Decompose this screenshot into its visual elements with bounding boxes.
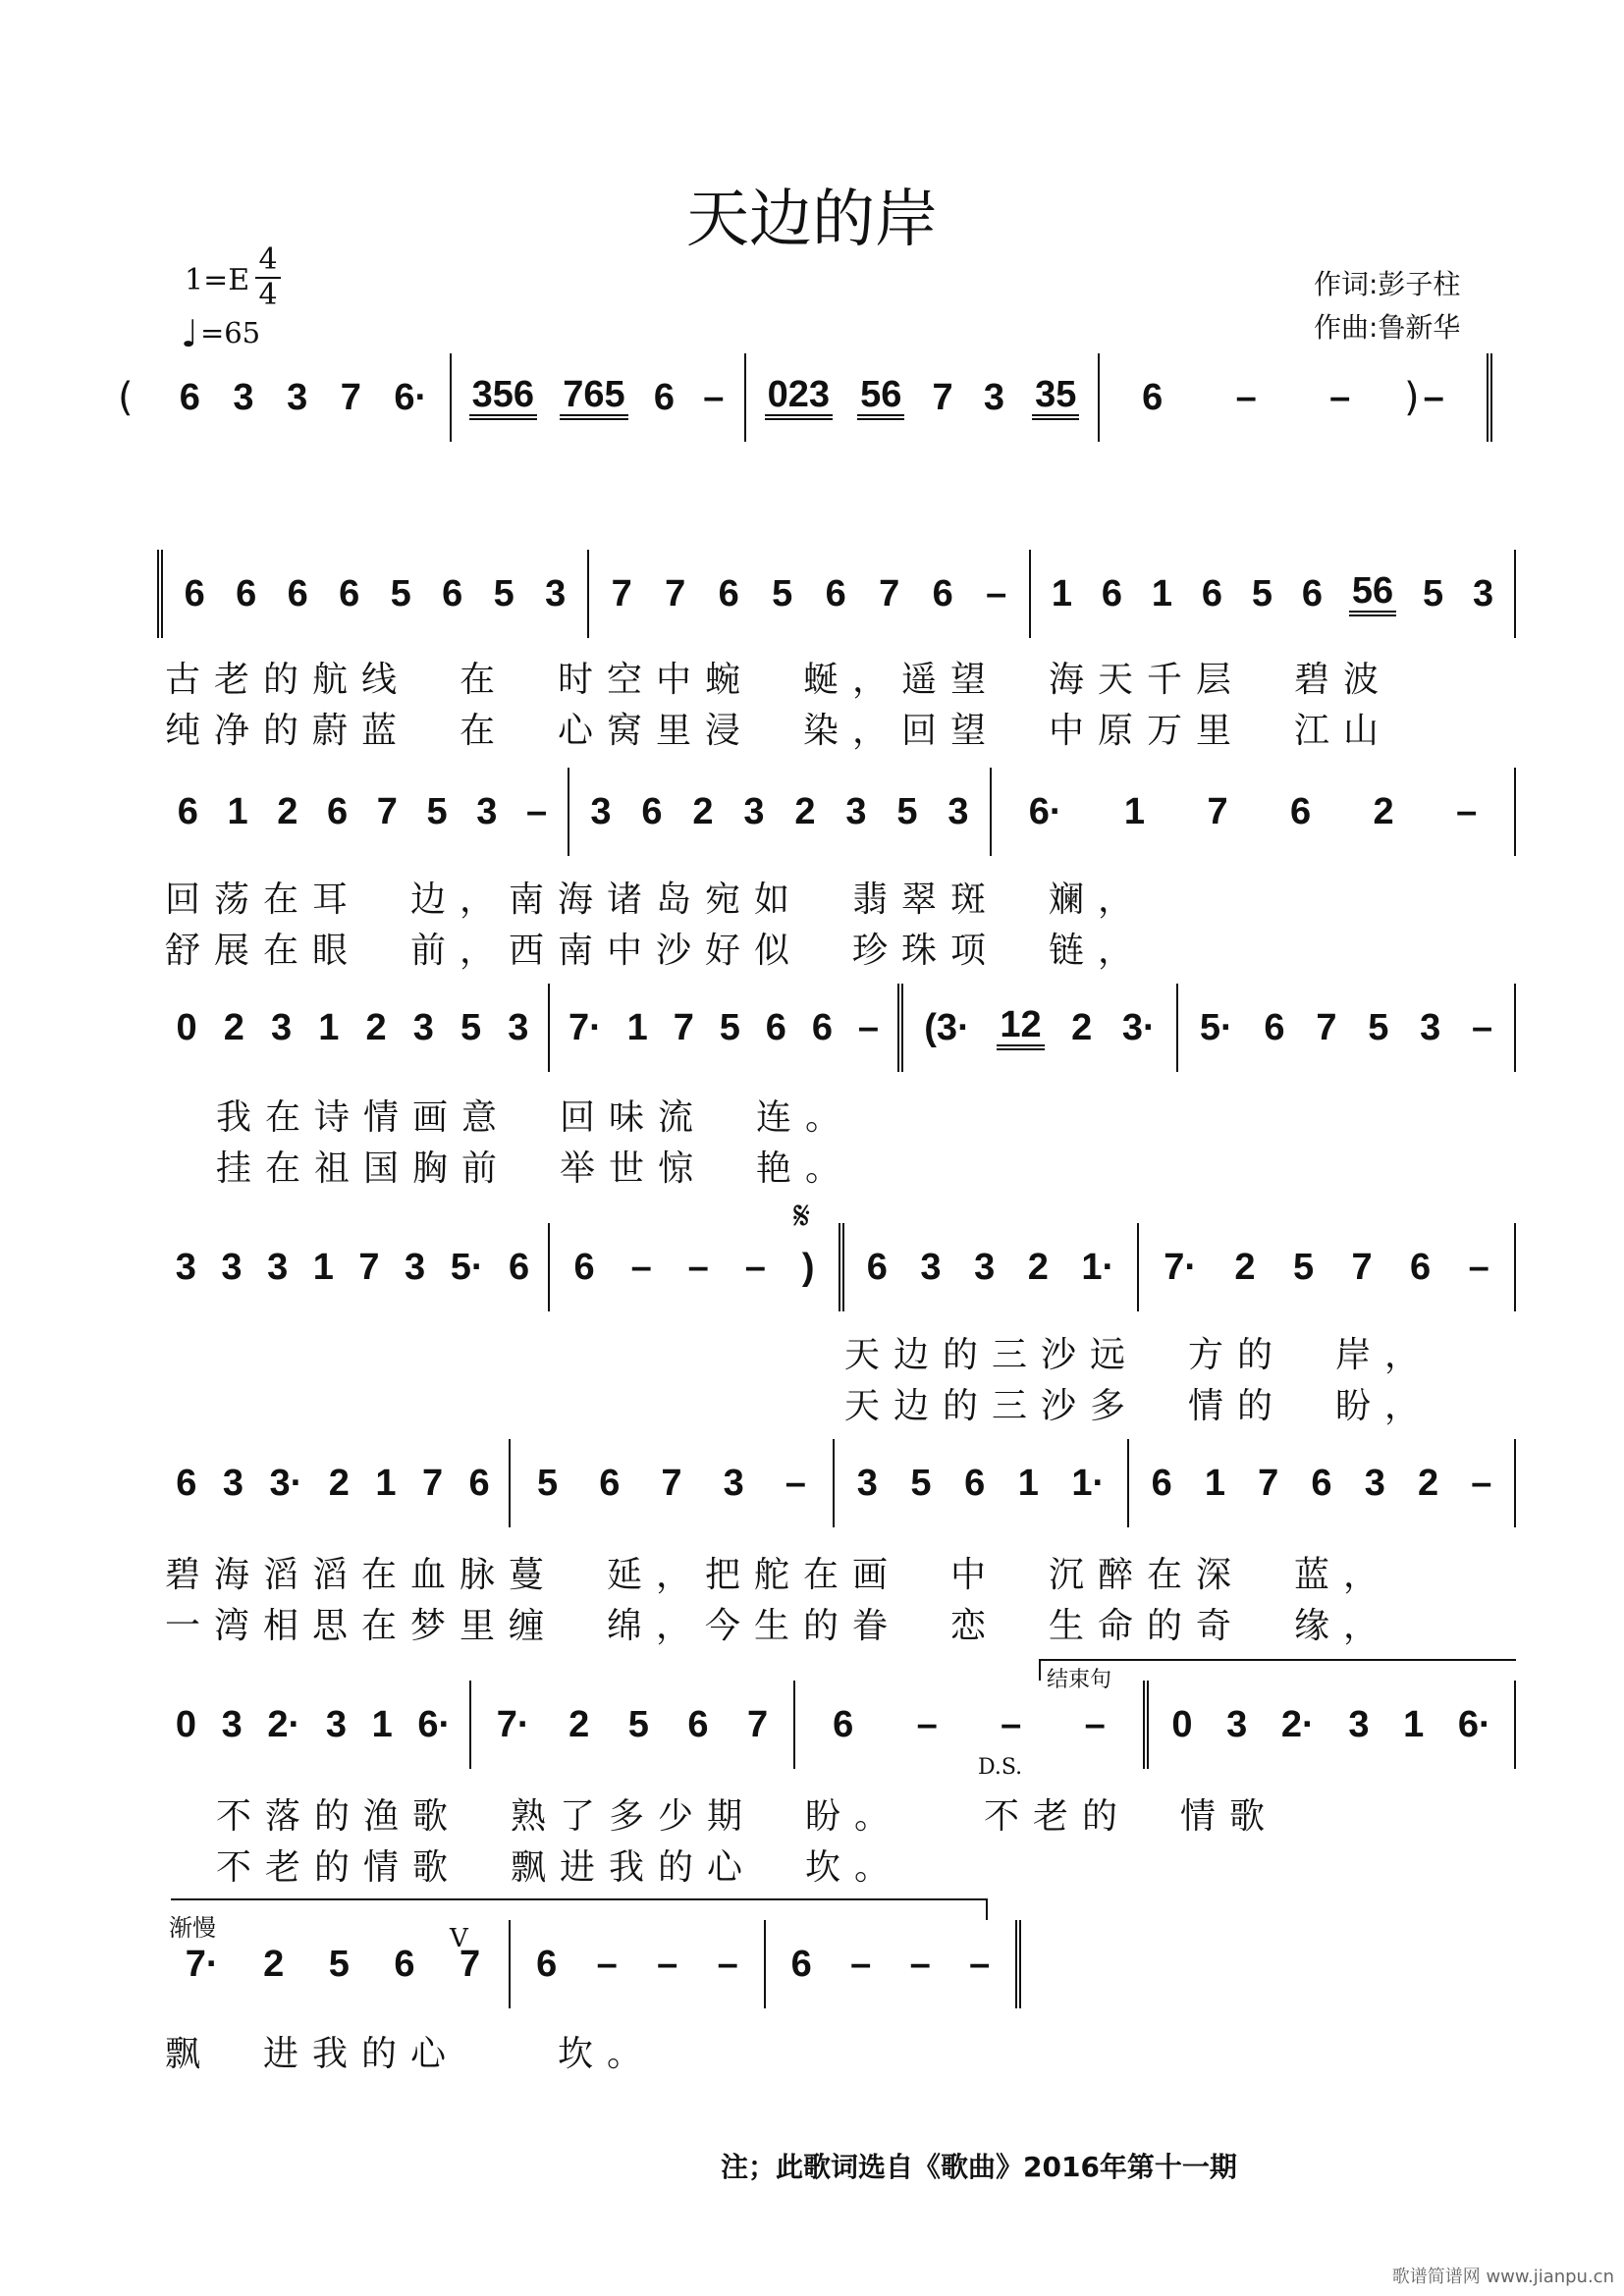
- intro-measure-4: [1100, 353, 1492, 442]
- line4-measure-3: [844, 1223, 1139, 1311]
- note: 7: [1258, 1463, 1279, 1504]
- ritardando-mark: 渐慢: [169, 1914, 216, 1942]
- note: 6: [1142, 377, 1164, 418]
- note: 6: [179, 377, 200, 418]
- music-line-6: [157, 1681, 1516, 1769]
- note: 2: [1417, 1463, 1439, 1504]
- credits: [1314, 263, 1460, 349]
- note: 2: [1373, 791, 1394, 832]
- music-line-4: [157, 1223, 1516, 1311]
- line4-measure-2: [550, 1223, 844, 1311]
- note: 0: [175, 1704, 196, 1745]
- note: 6: [765, 1007, 786, 1048]
- note: –: [596, 1944, 618, 1985]
- note: 3: [1348, 1704, 1370, 1745]
- note: 1: [227, 791, 248, 832]
- note: 7: [747, 1704, 769, 1745]
- note: 356: [469, 375, 537, 420]
- line6-measure-2: [471, 1681, 795, 1769]
- note: 6: [327, 791, 349, 832]
- line5-measure-1: [157, 1439, 511, 1527]
- note: –: [1001, 1704, 1022, 1745]
- note: 6: [687, 1704, 709, 1745]
- line6-measure-1: [157, 1681, 471, 1769]
- line1-measure-2: [589, 550, 1031, 638]
- intro-measure-3: [746, 353, 1100, 442]
- note: 6: [442, 573, 463, 614]
- note: 2: [568, 1704, 590, 1745]
- note: 3: [545, 573, 567, 614]
- note: 3: [743, 791, 765, 832]
- note: 1: [1123, 791, 1146, 832]
- music-line-2: [157, 768, 1516, 856]
- note: 6: [394, 1944, 415, 1985]
- line7-measure-1: [157, 1920, 511, 2008]
- note: 5: [426, 791, 448, 832]
- note: –: [785, 1463, 806, 1504]
- line5-measures: [157, 1439, 1516, 1527]
- line6-measures: [157, 1681, 1516, 1769]
- time-bottom: 4: [258, 278, 278, 312]
- note: 2: [1027, 1247, 1049, 1288]
- note: –: [1084, 1704, 1106, 1745]
- note: 7·: [185, 1944, 219, 1985]
- note: 5: [772, 573, 793, 614]
- note: 2: [1234, 1247, 1256, 1288]
- line7-measures: [157, 1920, 1021, 2008]
- note: 6: [236, 573, 257, 614]
- note: 6·: [417, 1704, 452, 1745]
- line4-measure-4: [1139, 1223, 1516, 1311]
- line7-lyric-1: 飘 进我的心 坎。: [165, 2034, 657, 2074]
- note: 3: [590, 791, 612, 832]
- note: 6: [287, 573, 308, 614]
- note: 1: [1017, 1463, 1039, 1504]
- note: 7: [932, 377, 953, 418]
- line6-measure-4: [1149, 1681, 1516, 1769]
- note: 2: [223, 1007, 244, 1048]
- note: 2: [277, 791, 298, 832]
- note: 1: [312, 1247, 334, 1288]
- note: 6: [790, 1944, 812, 1985]
- note: 6: [184, 573, 205, 614]
- note: 3: [1226, 1704, 1248, 1745]
- music-line-3: [157, 984, 1516, 1072]
- note: 6: [641, 791, 663, 832]
- note: 3: [947, 791, 969, 832]
- note: –: [1471, 1007, 1493, 1048]
- segno-icon: 𝄋: [793, 1194, 811, 1239]
- note: 1: [626, 1007, 648, 1048]
- note: –: [1423, 377, 1444, 418]
- note: 3: [175, 1247, 196, 1288]
- note: 3: [221, 1247, 243, 1288]
- note: –: [717, 1944, 738, 1985]
- note: 6: [1101, 573, 1123, 614]
- note: 6: [964, 1463, 986, 1504]
- music-line-1: [157, 550, 1516, 638]
- intro-close-paren: ): [1404, 375, 1420, 420]
- note: 7: [665, 573, 686, 614]
- note: 2: [365, 1007, 387, 1048]
- intro-open-paren: (: [118, 375, 134, 420]
- note: –: [850, 1944, 872, 1985]
- note: 6: [1311, 1463, 1332, 1504]
- note: 3: [222, 1463, 244, 1504]
- note: 7: [611, 573, 632, 614]
- line2-lyric-2: 舒展在眼 前，西南中沙好似 珍珠项 链，: [165, 931, 1148, 971]
- note: 5: [1368, 1007, 1389, 1048]
- line3-measures: [157, 984, 1516, 1072]
- line3-measure-3: [903, 984, 1178, 1072]
- line3-lyric-2: 挂在祖国胸前 举世惊 艳。: [216, 1148, 855, 1189]
- note: 6: [1201, 573, 1223, 614]
- note: 56: [1349, 571, 1396, 616]
- note: 3: [405, 1247, 426, 1288]
- line1-measure-1: [157, 550, 589, 638]
- line3-measure-1: [157, 984, 550, 1072]
- note: 1: [1051, 573, 1073, 614]
- note: 7: [879, 573, 900, 614]
- note: 7: [421, 1463, 444, 1504]
- line4-lyric-1: 天边的三沙远 方的 岸，: [844, 1335, 1435, 1375]
- line3-measure-2: [550, 984, 903, 1072]
- line6-measure-3: [795, 1681, 1149, 1769]
- note: 7: [661, 1463, 682, 1504]
- note: 5: [910, 1463, 932, 1504]
- note: 6: [718, 573, 739, 614]
- intro-measure-2: [452, 353, 746, 442]
- note: ): [801, 1247, 815, 1288]
- intro-measure-1: [157, 353, 452, 442]
- note: 3: [508, 1007, 529, 1048]
- note: 2: [263, 1944, 285, 1985]
- note: 3: [271, 1007, 293, 1048]
- watermark: 歌谱简谱网 www.jianpu.cn: [1391, 2267, 1614, 2287]
- note: 5: [896, 791, 918, 832]
- line1-measure-3: [1031, 550, 1516, 638]
- line7-measure-2: [511, 1920, 766, 2008]
- note: 3: [1472, 573, 1494, 614]
- line4-measures: [157, 1223, 1516, 1311]
- time-top: 4: [258, 242, 278, 277]
- note: 6: [177, 791, 198, 832]
- note: 7: [1316, 1007, 1337, 1048]
- tempo-value: =65: [199, 316, 261, 349]
- note: 0: [176, 1007, 197, 1048]
- line4-measure-1: [157, 1223, 550, 1311]
- note: –: [630, 1247, 652, 1288]
- note: 1: [371, 1704, 393, 1745]
- note: –: [1471, 1463, 1492, 1504]
- intro-measures: [157, 353, 1516, 442]
- note: 2: [794, 791, 816, 832]
- note: 3: [845, 791, 867, 832]
- note: 023: [765, 375, 833, 420]
- lyricist: 作词:彭子柱: [1314, 268, 1461, 300]
- note: 6: [932, 573, 953, 614]
- note: –: [986, 573, 1007, 614]
- note: 1: [375, 1463, 397, 1504]
- note: 5: [460, 1007, 482, 1048]
- line6-lyric-2: 不老的情歌 飘进我的心 坎。: [216, 1847, 904, 1888]
- footnote: 注；此歌词选自《歌曲》2016年第十一期: [721, 2151, 1237, 2183]
- note: 6·: [1457, 1704, 1491, 1745]
- note: 1·: [1081, 1247, 1115, 1288]
- ds-mark: D.S.: [978, 1755, 1023, 1780]
- note: 6: [811, 1007, 833, 1048]
- note: 5: [390, 573, 411, 614]
- time-signature: [253, 243, 283, 312]
- note: 6: [573, 1247, 595, 1288]
- note: 765: [560, 375, 627, 420]
- ending-label: 结束句: [1047, 1668, 1112, 1692]
- note: 5·: [1199, 1007, 1233, 1048]
- note: 3: [325, 1704, 347, 1745]
- note: –: [687, 1247, 709, 1288]
- note: 7: [358, 1247, 380, 1288]
- line2-lyric-1: 回荡在耳 边，南海诸岛宛如 翡翠斑 斓，: [165, 880, 1148, 920]
- note: –: [916, 1704, 938, 1745]
- note: 3: [983, 377, 1004, 418]
- note: 7: [1351, 1247, 1373, 1288]
- note: 5: [537, 1463, 559, 1504]
- note: 7·: [568, 1007, 602, 1048]
- music-line-7: [157, 1920, 1021, 2008]
- note: 6·: [394, 377, 428, 418]
- note: 3: [1364, 1463, 1385, 1504]
- note: 7: [340, 377, 361, 418]
- note: –: [657, 1944, 678, 1985]
- intro-line: [118, 353, 1516, 442]
- line5-measure-3: [835, 1439, 1129, 1527]
- line5-lyric-1: 碧海滔滔在血脉蔓 延，把舵在画 中 沉醉在深 蓝，: [165, 1555, 1393, 1595]
- note: 6: [866, 1247, 888, 1288]
- note: 3: [1420, 1007, 1441, 1048]
- note: 3: [723, 1463, 744, 1504]
- note: 5: [328, 1944, 350, 1985]
- note: 5: [627, 1704, 649, 1745]
- note: 35: [1032, 375, 1079, 420]
- note: 3: [221, 1704, 243, 1745]
- note: 1: [318, 1007, 340, 1048]
- line2-measures: [157, 768, 1516, 856]
- quarter-note-icon: ♩: [181, 312, 198, 355]
- note: 3: [974, 1247, 996, 1288]
- line7-measure-3: [766, 1920, 1021, 2008]
- note: 6: [833, 1704, 854, 1745]
- note: 6: [339, 573, 360, 614]
- note: 3·: [1121, 1007, 1156, 1048]
- note: 7·: [1164, 1247, 1197, 1288]
- note: 5: [1422, 573, 1444, 614]
- note: –: [857, 1007, 880, 1048]
- line5-lyric-2: 一湾相思在梦里缠 绵，今生的眷 恋 生命的奇 缘，: [165, 1606, 1393, 1646]
- note: 6: [1410, 1247, 1432, 1288]
- note: 3: [287, 377, 308, 418]
- note: 3: [233, 377, 254, 418]
- note: 3·: [269, 1463, 303, 1504]
- note: 2: [692, 791, 714, 832]
- note: 3: [412, 1007, 434, 1048]
- line4-lyric-2: 天边的三沙多 情的 盼，: [844, 1386, 1435, 1426]
- note: 6: [825, 573, 846, 614]
- note: 6: [536, 1944, 558, 1985]
- line2-measure-3: [992, 768, 1516, 856]
- note: (3·: [924, 1007, 970, 1048]
- note: 6: [1264, 1007, 1285, 1048]
- line1-lyric-2: 纯净的蔚蓝 在 心窝里浸 染，回望 中原万里 江山: [165, 711, 1393, 751]
- note: 3: [856, 1463, 878, 1504]
- note: 0: [1171, 1704, 1193, 1745]
- note: 6: [1301, 573, 1323, 614]
- line1-measures: [157, 550, 1516, 638]
- note: 6: [599, 1463, 621, 1504]
- note: 3: [267, 1247, 289, 1288]
- note: 7·: [496, 1704, 530, 1745]
- key-signature: 1=E: [185, 263, 250, 297]
- note: 6: [653, 377, 675, 418]
- note: 56: [857, 375, 904, 420]
- tempo-mark: [181, 312, 260, 355]
- note: 6: [1290, 791, 1312, 832]
- note: –: [1468, 1247, 1489, 1288]
- note: 6: [1151, 1463, 1172, 1504]
- note: –: [909, 1944, 931, 1985]
- song-title: 天边的岸: [686, 184, 938, 256]
- line3-lyric-1: 我在诗情画意 回味流 连。: [216, 1097, 855, 1138]
- note: 3: [920, 1247, 942, 1288]
- line2-measure-1: [157, 768, 569, 856]
- note: 2: [1071, 1007, 1093, 1048]
- line1-lyric-1: 古老的航线 在 时空中蜿 蜒，遥望 海天千层 碧波: [165, 660, 1393, 700]
- note: 7: [376, 791, 398, 832]
- line2-measure-2: [569, 768, 992, 856]
- note: 6·: [1028, 791, 1062, 832]
- note: –: [1235, 377, 1257, 418]
- note: –: [744, 1247, 766, 1288]
- note: 3: [476, 791, 498, 832]
- note: 6: [509, 1247, 530, 1288]
- line5-measure-4: [1129, 1439, 1516, 1527]
- note: 6: [176, 1463, 197, 1504]
- note: 7: [1207, 791, 1228, 832]
- note: 2·: [1280, 1704, 1315, 1745]
- note: 5: [1292, 1247, 1315, 1288]
- note: 2·: [267, 1704, 301, 1745]
- note: 5: [719, 1007, 740, 1048]
- note: –: [703, 377, 725, 418]
- note: 1: [1151, 573, 1173, 614]
- note: –: [1456, 791, 1478, 832]
- note: –: [526, 791, 548, 832]
- music-line-5: [157, 1439, 1516, 1527]
- composer: 作曲:鲁新华: [1314, 311, 1461, 344]
- breath-mark: V: [450, 1924, 468, 1953]
- note: –: [969, 1944, 991, 1985]
- note: 1: [1403, 1704, 1425, 1745]
- note: 7: [460, 1944, 481, 1985]
- note: 5: [1251, 573, 1272, 614]
- note: 6: [468, 1463, 490, 1504]
- note: 1·: [1071, 1463, 1106, 1504]
- note: 1: [1204, 1463, 1225, 1504]
- note: 5: [493, 573, 514, 614]
- note: 2: [328, 1463, 350, 1504]
- line6-lyric-1: 不落的渔歌 熟了多少期 盼。 不老的 情歌: [216, 1796, 1279, 1837]
- note: –: [1329, 377, 1351, 418]
- note: 7: [673, 1007, 694, 1048]
- note: 5·: [450, 1247, 484, 1288]
- line3-measure-4: [1178, 984, 1516, 1072]
- line5-measure-2: [511, 1439, 835, 1527]
- note: 12: [997, 1005, 1044, 1050]
